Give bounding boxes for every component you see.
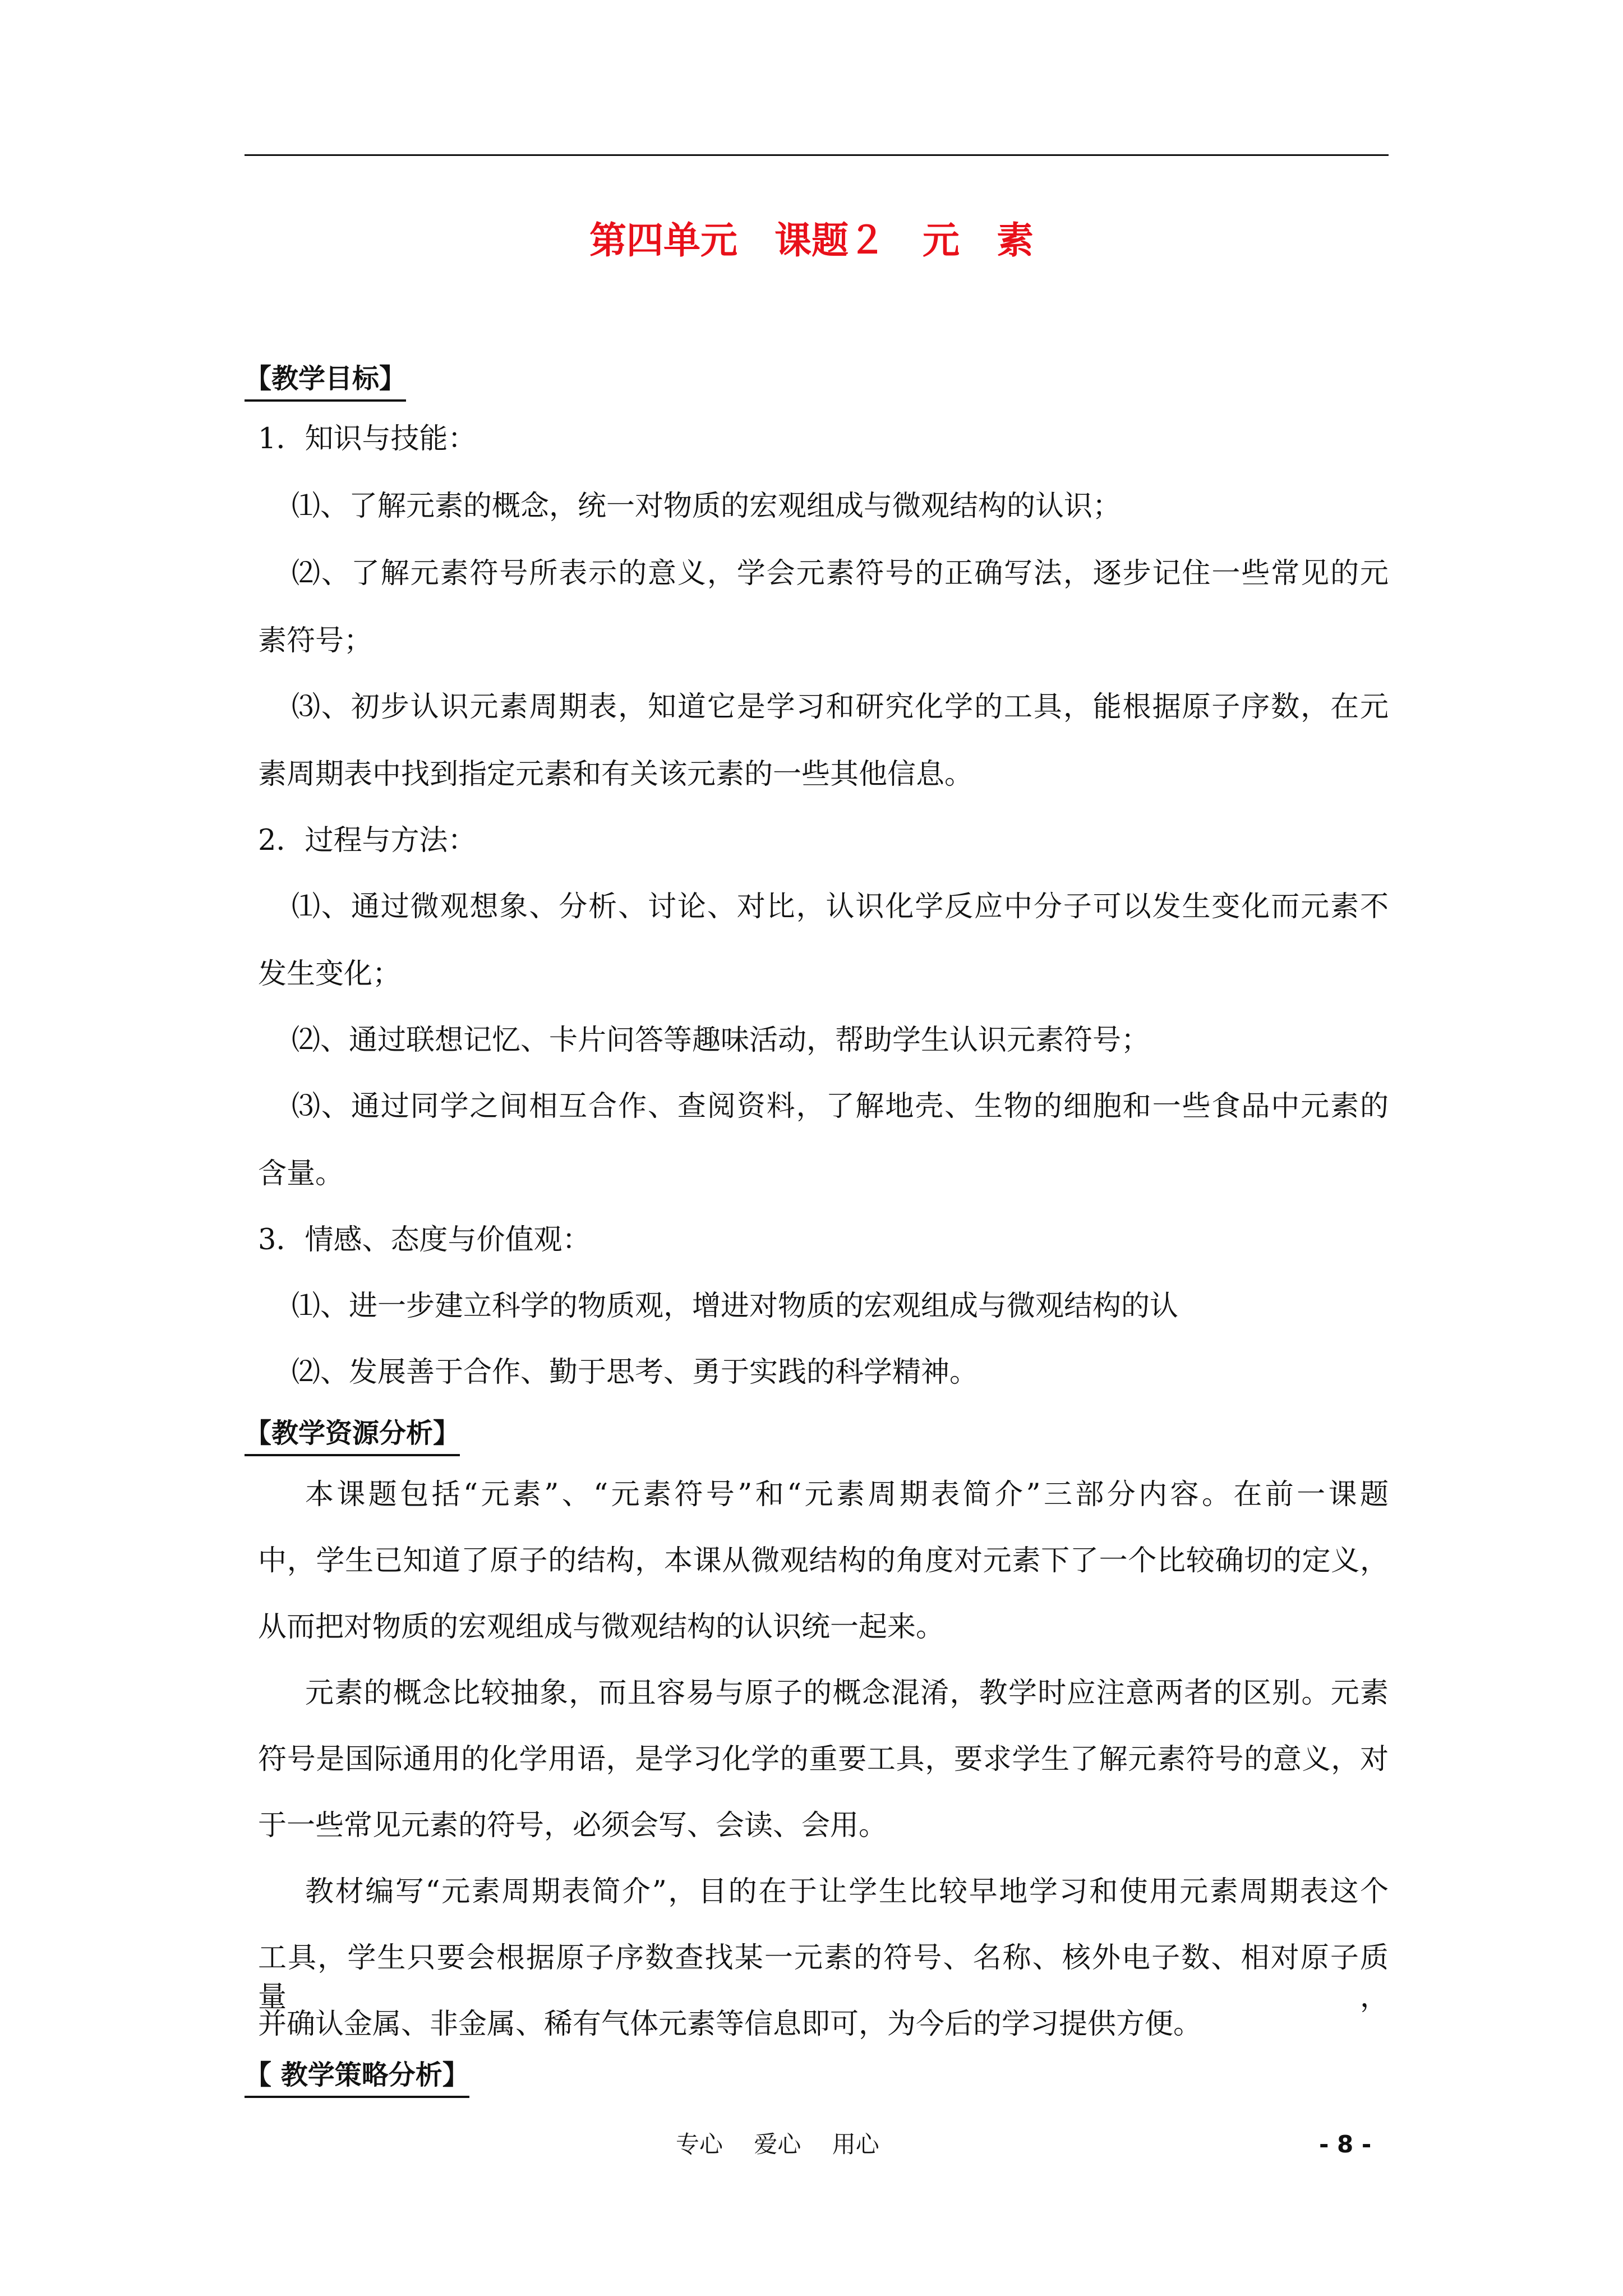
goal-emotion-title: 3．情感、态度与价值观： [258, 1223, 591, 1257]
goal-process-item-3: ⑶、通过同学之间相互合作、查阅资料，了解地壳、生物的细胞和一些食品中元素的 [292, 1090, 1389, 1123]
goal-knowledge-title: 1．知识与技能： [258, 422, 477, 455]
page-title: 第四单元 课题２ 元 素 [589, 219, 1034, 262]
resources-paragraph-2-line-3: 于一些常见元素的符号，必须会写、会读、会用。 [258, 1809, 888, 1842]
goal-knowledge-item-1: ⑴、了解元素的概念，统一对物质的宏观组成与微观结构的认识； [292, 490, 1122, 523]
goal-emotion-item-1: ⑴、进一步建立科学的物质观，增进对物质的宏观组成与微观结构的认 [292, 1290, 1179, 1323]
resources-paragraph-3-line-1: 教材编写“元素周期表简介”，目的在于让学生比较早地学习和使用元素周期表这个 [305, 1875, 1389, 1908]
goal-process-item-3-cont: 含量。 [258, 1157, 344, 1190]
resources-paragraph-1-line-2: 中，学生已知道了原子的结构，本课从微观结构的角度对元素下了一个比较确切的定义， [258, 1544, 1389, 1577]
header-rule [245, 154, 1389, 156]
goal-knowledge-item-3: ⑶、初步认识元素周期表，知道它是学习和研究化学的工具，能根据原子序数，在元 [292, 691, 1389, 724]
section-heading-goals: 【教学目标】 [245, 359, 406, 402]
footer-motto: 专心 爱心 用心 [676, 2131, 879, 2158]
resources-paragraph-1-line-3: 从而把对物质的宏观组成与微观结构的认识统一起来。 [258, 1611, 945, 1644]
goal-knowledge-item-2-cont: 素符号； [258, 624, 373, 657]
resources-paragraph-3-line-2: 工具，学生只要会根据原子序数查找某一元素的符号、名称、核外电子数、相对原子质量， [258, 1941, 1389, 2014]
goal-knowledge-item-3-cont: 素周期表中找到指定元素和有关该元素的一些其他信息。 [258, 758, 974, 791]
resources-paragraph-2-line-1: 元素的概念比较抽象，而且容易与原子的概念混淆，教学时应注意两者的区别。元素 [305, 1677, 1389, 1710]
goal-knowledge-item-2: ⑵、了解元素符号所表示的意义，学会元素符号的正确写法，逐步记住一些常见的元 [292, 557, 1389, 590]
section-heading-resources: 【教学资源分析】 [245, 1414, 460, 1456]
goal-process-item-2: ⑵、通过联想记忆、卡片问答等趣味活动，帮助学生认识元素符号； [292, 1024, 1150, 1057]
goal-emotion-item-2: ⑵、发展善于合作、勤于思考、勇于实践的科学精神。 [292, 1356, 979, 1389]
goal-process-title: 2．过程与方法： [258, 824, 477, 857]
goal-process-item-1-cont: 发生变化； [258, 958, 402, 991]
resources-paragraph-2-line-2: 符号是国际通用的化学用语，是学习化学的重要工具，要求学生了解元素符号的意义，对 [258, 1743, 1389, 1776]
section-heading-strategy: 【 教学策略分析】 [245, 2055, 469, 2098]
page-number: - 8 - [1319, 2131, 1372, 2158]
resources-paragraph-1-line-1: 本课题包括“元素”、“元素符号”和“元素周期表简介”三部分内容。在前一课题 [305, 1478, 1389, 1511]
resources-paragraph-3-line-3: 并确认金属、非金属、稀有气体元素等信息即可，为今后的学习提供方便。 [258, 2008, 1202, 2041]
goal-process-item-1: ⑴、通过微观想象、分析、讨论、对比，认识化学反应中分子可以发生变化而元素不 [292, 890, 1389, 923]
